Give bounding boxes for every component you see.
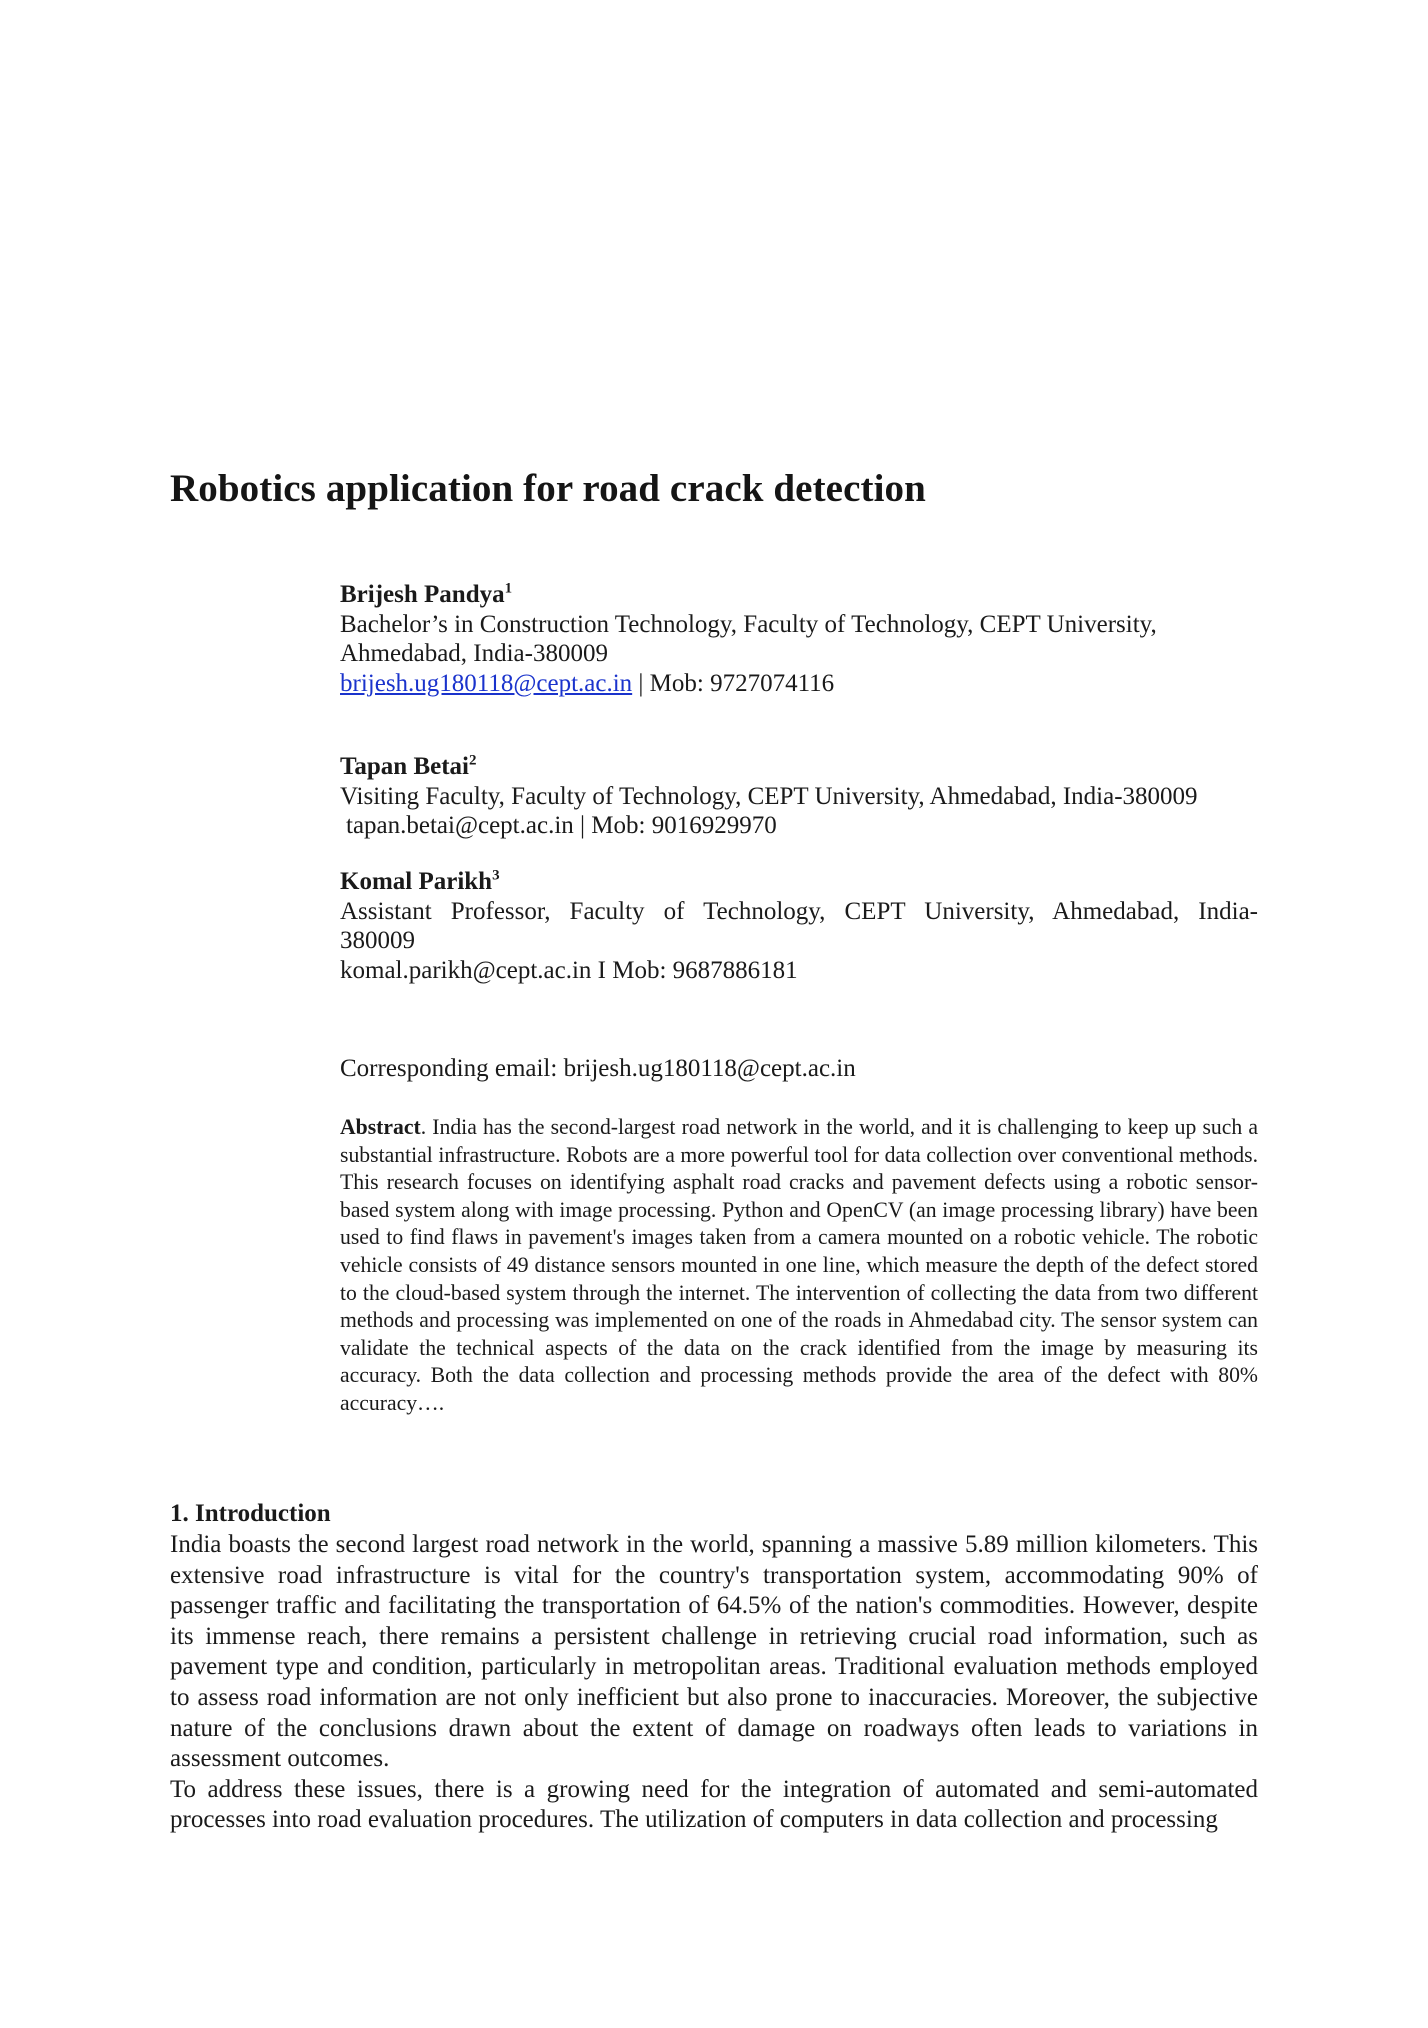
- paper-title: Robotics application for road crack detection: [170, 467, 926, 510]
- author-affiliation-marker: 1: [504, 580, 513, 597]
- author-affiliation: Visiting Faculty, Faculty of Technology, CEPT University, Ahmedabad, India-380009: [340, 782, 1198, 810]
- author-contact: komal.parikh@cept.ac.in I Mob: 9687886181: [340, 956, 798, 984]
- author-affiliation-marker: 3: [492, 867, 500, 884]
- author-name: Brijesh Pandya$^1$: [340, 580, 513, 608]
- author-affiliation-cont: 380009: [340, 927, 415, 954]
- corresponding-email-text: Corresponding email: brijesh.ug180118@cept.ac.in: [340, 1055, 856, 1082]
- author-name: Komal Parikh$^3$: [340, 867, 500, 895]
- author-affiliation-cont: Ahmedabad, India-380009: [340, 640, 608, 667]
- author-affiliation: Assistant Professor, Faculty of Technology, CEPT University, Ahmedabad, India-: [340, 897, 1258, 925]
- introduction-body: [170, 1530, 1258, 1836]
- author-affiliation: Bachelor’s in Construction Technology, Faculty of Technology, CEPT University,: [340, 610, 1157, 638]
- author-phone: | Mob: 9727074116: [632, 669, 835, 697]
- paragraph: India boasts the second largest road network in the world, spanning a massive 5.89 million kilometers. This extensive road infrastructure is vital for the country's transportation system, accommodating 90% of passenger traffic and facilitating the transportation of 64.5% of the nation's commodities. However, despite its immense reach, there remains a persistent challenge in retrieving crucial road information, such as pavement type and condition, particularly in metropolitan areas. Traditional evaluation methods employed to assess road information are not only inefficient but also prone to inaccuracies. Moreover, the subjective nature of the conclusions drawn about the extent of damage on roadways often leads to variations in assessment outcomes.: [170, 1531, 1258, 1773]
- author-name: Tapan Betai$^2$: [340, 752, 477, 780]
- author-contact: [340, 669, 1258, 699]
- paragraph: To address these issues, there is a growing need for the integration of automated and semi-automated processes into road evaluation procedures. The utilization of computers in data collection and processing: [170, 1775, 1258, 1834]
- abstract-label: Abstract: [340, 1115, 421, 1139]
- author-contact: tapan.betai@cept.ac.in | Mob: 9016929970: [346, 812, 777, 839]
- section-heading-introduction: 1. Introduction: [170, 1500, 331, 1527]
- corresponding-email: [340, 1054, 1258, 1084]
- author-block-3: [340, 867, 1258, 985]
- abstract-body: . India has the second-largest road network in the world, and it is challenging to keep up such a substantial infrastructure. Robots are a more powerful tool for data collection over conventional methods. This research focuses on identifying asphalt road cracks and pavement defects using a robotic sensor-based system along with image processing. Python and OpenCV (an image processing library) have been used to find flaws in pavement's images taken from a camera mounted on a robotic vehicle. The robotic vehicle consists of 49 distance sensors mounted in one line, which measure the depth of the defect stored to the cloud-based system through the internet. The intervention of collecting the data from two different methods and processing was implemented on one of the roads in Ahmedabad city. The sensor system can validate the technical aspects of the data on the crack identified from the image by measuring its accuracy. Both the data collection and processing methods provide the area of the defect with 80% accuracy….: [340, 1115, 1258, 1415]
- abstract: [340, 1114, 1258, 1418]
- author-block-1: [340, 580, 1258, 698]
- author-affiliation-marker: 2: [468, 752, 477, 769]
- author-email-link[interactable]: brijesh.ug180118@cept.ac.in: [340, 669, 633, 697]
- author-block-2: [340, 752, 1258, 841]
